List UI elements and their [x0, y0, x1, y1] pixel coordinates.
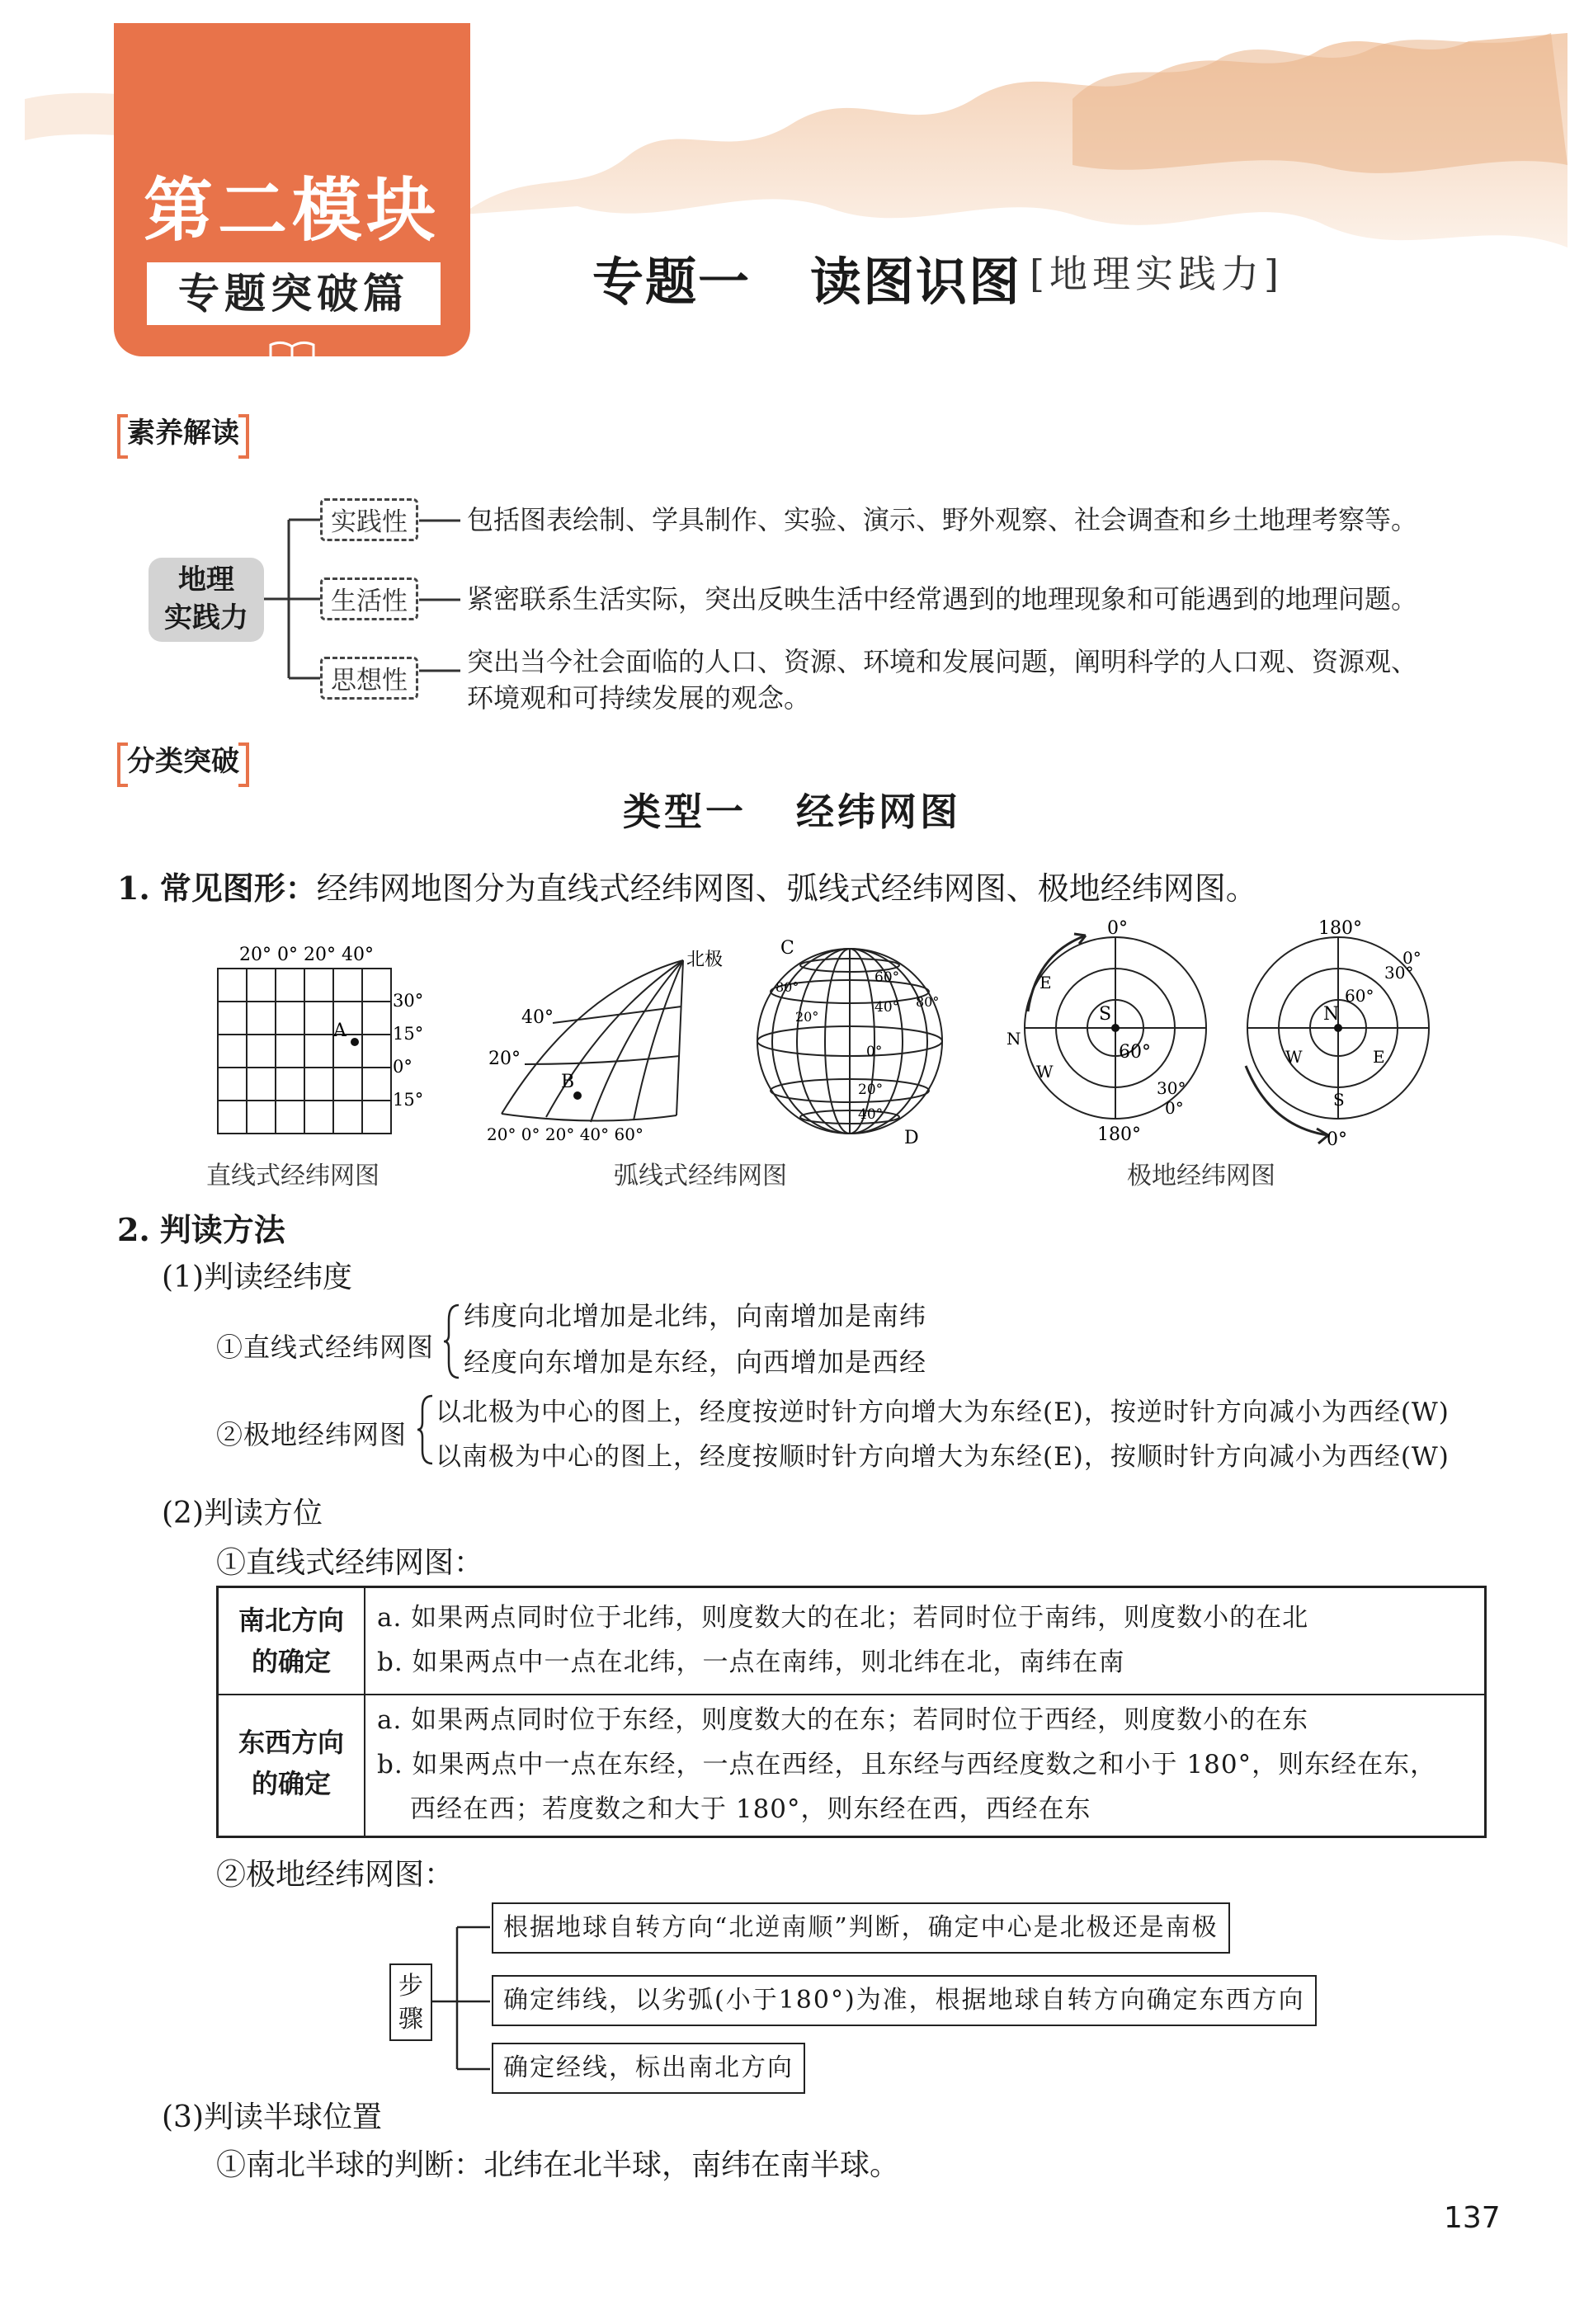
thought-line2: 环境观和可持续发展的观念。 — [467, 682, 811, 714]
caption-polar: 极地经纬网图 — [1127, 1162, 1275, 1190]
topic-name: 读图识图 — [810, 252, 1022, 312]
globe-lat-label: 20° — [858, 1082, 884, 1098]
straight-title: ①直线式经纬网图： — [216, 1546, 484, 1580]
grid-lat-label: 15° — [393, 1090, 424, 1110]
type-prefix: 类型一 — [623, 790, 747, 834]
section1-term: 常见图形： — [159, 870, 317, 907]
globe-lat-label: 40° — [858, 1106, 884, 1123]
connector — [419, 597, 460, 602]
south-bottom-label: 180° — [1097, 1124, 1141, 1145]
north-e-label: E — [1373, 1047, 1385, 1067]
figure-straight-grid — [206, 940, 437, 1147]
steps-label — [389, 1963, 432, 2041]
head-ns-line1: 南北方向 — [238, 1605, 344, 1636]
globe-lat-label: 60° — [874, 969, 900, 986]
table-ew-line1: a. 如果两点同时位于东经，则度数大的在东；若同时位于西经，则度数小的在东 — [377, 1705, 1309, 1735]
type-title — [0, 782, 1584, 837]
module-title: 第二模块 — [143, 170, 441, 251]
globe-lat-label: 40° — [874, 999, 900, 1016]
point-b-marker — [573, 1091, 582, 1100]
caption-straight: 直线式经纬网图 — [206, 1162, 380, 1190]
arc-pole-label: 北极 — [686, 950, 724, 970]
sub1-title: (1)判读经纬度 — [162, 1261, 352, 1294]
point-b-label: B — [561, 1072, 575, 1092]
south-ring0-label: 0° — [1165, 1098, 1184, 1118]
point-a-marker — [351, 1038, 359, 1046]
grid-top-labels: 20° 0° 20° 40° — [239, 945, 374, 965]
sub2-title: (2)判读方位 — [162, 1497, 323, 1530]
north-w-label: W — [1285, 1047, 1303, 1067]
south-lat-label: 60° — [1119, 1042, 1151, 1063]
arc-lat-label: 40° — [521, 1007, 554, 1028]
south-e-label: E — [1040, 973, 1052, 992]
module-badge — [114, 23, 470, 356]
literacy-root — [148, 558, 264, 642]
globe-point-d: D — [904, 1128, 919, 1147]
figure-arc-grid — [478, 940, 726, 1147]
classify-tag: 分类突破 — [120, 742, 246, 780]
table-head-ns — [219, 1600, 364, 1682]
north-ring30-label: 30° — [1384, 963, 1414, 983]
south-top-label: 0° — [1107, 918, 1128, 939]
arc-lat-label: 20° — [488, 1049, 521, 1069]
r2-label: ②极地经纬网图 — [216, 1419, 408, 1450]
brace — [416, 1394, 436, 1465]
connector — [419, 668, 460, 673]
figure-polar-north — [1221, 912, 1460, 1152]
step-label-2: 骤 — [398, 2005, 423, 2034]
table-head-ew — [219, 1722, 364, 1804]
globe-lat-label: 0° — [866, 1044, 883, 1060]
type-name: 经纬网图 — [796, 790, 961, 834]
table-ew-line3: 西经在西；若度数之和大于 180°，则东经在西，西经在东 — [410, 1794, 1091, 1824]
table-ew-line2: b. 如果两点中一点在东经，一点在西经，且东经与西经度数之和小于 180°，则东经在东， — [377, 1750, 1437, 1780]
south-n-label: N — [1006, 1029, 1021, 1049]
r2-line2: 以南极为中心的图上，经度按顺时针方向增大为东经(E)，按顺时针方向减小为西经(W) — [436, 1442, 1450, 1472]
section2-num: 2. — [117, 1211, 150, 1248]
step-3: 确定经线，标出南北方向 — [492, 2043, 805, 2094]
module-subtitle: 专题突破篇 — [147, 262, 441, 325]
section2-heading — [117, 1204, 285, 1250]
head-ew-line1: 东西方向 — [238, 1727, 344, 1758]
grid-lat-label: 15° — [393, 1024, 424, 1044]
head-ns-line2: 的确定 — [251, 1646, 331, 1677]
r1-line1: 纬度向北增加是北纬，向南增加是南纬 — [464, 1300, 927, 1332]
grid-lat-label: 30° — [393, 991, 424, 1011]
arc-bottom-labels: 20° 0° 20° 40° 60° — [487, 1124, 644, 1144]
step-label-1: 步 — [398, 1972, 423, 2001]
section1-heading — [117, 863, 1257, 908]
table-ns-line2: b. 如果两点中一点在北纬，一点在南纬，则北纬在北，南纬在南 — [377, 1648, 1125, 1677]
section1-text: 经纬网地图分为直线式经纬网图、弧线式经纬网图、极地经纬网图。 — [316, 870, 1257, 907]
section2-title: 判读方法 — [159, 1212, 285, 1248]
sub3-line: ①南北半球的判断：北纬在北半球，南纬在南半球。 — [216, 2148, 900, 2182]
figure-polar-south — [1003, 912, 1226, 1152]
literacy-label-thought: 思想性 — [320, 657, 418, 700]
topic-tag: [地理实践力] — [1030, 252, 1284, 296]
north-bottom-label: 0° — [1327, 1129, 1347, 1150]
globe-lon-label: 80° — [776, 979, 799, 995]
r1-line2: 经度向东增加是东经，向西增加是西经 — [464, 1346, 927, 1378]
connector — [419, 518, 460, 523]
literacy-label-practice: 实践性 — [320, 498, 418, 541]
section1-num: 1. — [117, 870, 150, 907]
north-center-label: N — [1323, 1004, 1340, 1025]
thought-line1: 突出当今社会面临的人口、资源、环境和发展问题，阐明科学的人口观、资源观、 — [467, 646, 1418, 677]
table-ns-line1: a. 如果两点同时位于北纬，则度数大的在北；若同时位于南纬，则度数小的在北 — [377, 1603, 1309, 1633]
page-number: 137 — [1444, 2201, 1501, 2235]
topic-number: 专题一 — [592, 252, 752, 312]
sub3-title: (3)判读半球位置 — [162, 2100, 382, 2134]
literacy-tag: 素养解读 — [120, 414, 246, 452]
topic-title — [592, 241, 1021, 314]
brace — [442, 1303, 462, 1379]
north-ring0-label: 0° — [1402, 948, 1421, 968]
literacy-label-life: 生活性 — [320, 577, 418, 620]
steps-connector — [432, 1922, 498, 2087]
step-2: 确定纬线，以劣弧(小于180°)为准，根据地球自转方向确定东西方向 — [492, 1975, 1317, 2026]
head-ew-line2: 的确定 — [251, 1768, 331, 1799]
literacy-text-life: 紧密联系生活实际，突出反映生活中经常遇到的地理现象和可能遇到的地理问题。 — [467, 583, 1418, 615]
globe-lon-label: 20° — [795, 1009, 819, 1025]
south-w-label: W — [1036, 1062, 1054, 1082]
figure-globe — [742, 932, 957, 1147]
caption-arc: 弧线式经纬网图 — [614, 1162, 787, 1190]
north-top-label: 180° — [1318, 918, 1362, 939]
globe-lon-label: 80° — [916, 994, 940, 1010]
point-a-label: A — [333, 1021, 346, 1041]
root-line1: 地理 — [178, 563, 234, 596]
step-1: 根据地球自转方向“北逆南顺”判断，确定中心是北极还是南极 — [492, 1902, 1230, 1954]
literacy-text-practice: 包括图表绘制、学具制作、实验、演示、野外观察、社会调查和乡土地理考察等。 — [467, 504, 1418, 535]
north-lat-label: 60° — [1345, 986, 1374, 1006]
r1-label: ①直线式经纬网图 — [216, 1332, 435, 1363]
r2-line1: 以北极为中心的图上，经度按逆时针方向增大为东经(E)，按逆时针方向减小为西经(W) — [436, 1398, 1450, 1427]
grid-lat-label: 0° — [393, 1057, 412, 1077]
south-center-label: S — [1099, 1004, 1112, 1025]
polar-title: ②极地经纬网图： — [216, 1858, 455, 1892]
root-line2: 实践力 — [164, 601, 248, 634]
south-ring-label: 30° — [1157, 1078, 1186, 1098]
open-book-icon — [267, 340, 317, 368]
north-s-label: S — [1333, 1090, 1345, 1110]
direction-table — [216, 1586, 1487, 1838]
globe-point-c: C — [780, 938, 794, 959]
literacy-text-thought — [467, 643, 1417, 716]
